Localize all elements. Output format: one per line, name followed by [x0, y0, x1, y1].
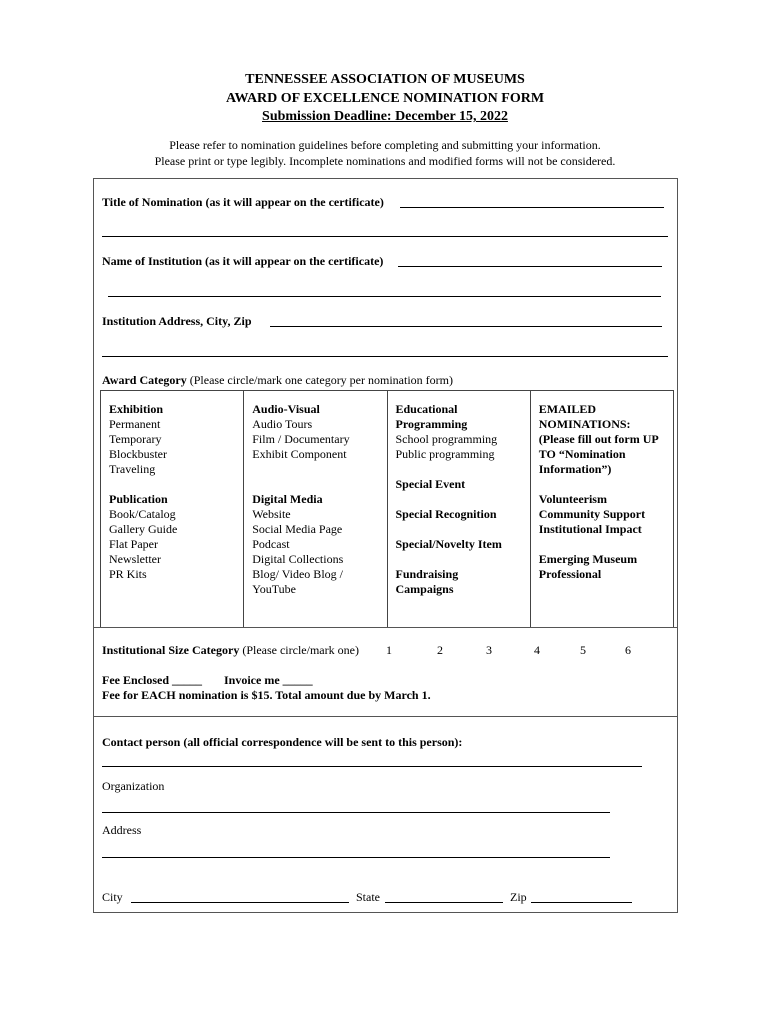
category-fundraising[interactable]: Fundraising [395, 567, 459, 581]
category-option[interactable]: Blockbuster [109, 447, 167, 461]
category-option[interactable]: Newsletter [109, 552, 161, 566]
spacer [539, 537, 673, 552]
category-option[interactable]: Digital Collections [252, 552, 344, 566]
address-field[interactable] [102, 857, 610, 858]
category-heading-publication[interactable]: Publication [109, 492, 168, 506]
category-option[interactable]: Flat Paper [109, 537, 158, 551]
state-field[interactable] [385, 902, 503, 903]
spacer [396, 492, 530, 507]
form-title: AWARD OF EXCELLENCE NOMINATION FORM [225, 91, 545, 106]
spacer [396, 522, 530, 537]
category-option[interactable]: Permanent [109, 417, 161, 431]
state-label: State [356, 890, 380, 904]
award-category-heading [102, 373, 453, 388]
category-heading-exhibition[interactable]: Exhibition [109, 402, 164, 416]
org-title: TENNESSEE ASSOCIATION OF MUSEUMS [245, 72, 525, 87]
category-option[interactable]: Exhibit Component [252, 447, 347, 461]
fee-note: Fee for EACH nomination is $15. Total amount due by March 1. [102, 688, 431, 702]
fee-enclosed-field[interactable]: Fee Enclosed _____ [102, 673, 202, 687]
institution-address-field[interactable] [270, 326, 662, 327]
name-of-institution-label: Name of Institution (as it will appear on the certificate) [102, 254, 384, 268]
category-option[interactable]: PR Kits [109, 567, 147, 581]
contact-person-label: Contact person (all official correspondence will be sent to this person): [102, 735, 463, 749]
size-option-1[interactable]: 1 [386, 643, 392, 657]
size-option-2[interactable]: 2 [437, 643, 443, 657]
spacer [396, 552, 530, 567]
size-category-heading [102, 643, 359, 658]
section-divider [93, 627, 678, 628]
category-special-event[interactable]: Special Event [395, 477, 466, 491]
contact-person-field[interactable] [102, 766, 642, 767]
title-of-nomination-field-line-2[interactable] [102, 236, 668, 237]
name-of-institution-field[interactable] [398, 266, 662, 267]
category-heading-digital-media[interactable]: Digital Media [252, 492, 323, 506]
submission-deadline: Submission Deadline: December 15, 2022 [262, 109, 508, 124]
city-field[interactable] [131, 902, 349, 903]
spacer [252, 477, 386, 492]
spacer [539, 477, 673, 492]
category-campaigns[interactable]: Campaigns [395, 582, 454, 596]
award-category-table [100, 390, 674, 627]
category-emailed-nominations: EMAILED [538, 402, 597, 416]
category-option[interactable]: Gallery Guide [109, 522, 178, 536]
name-of-institution-field-line-2[interactable] [108, 296, 661, 297]
category-institutional-impact[interactable]: Institutional Impact [538, 522, 642, 536]
address-label: Address [102, 823, 142, 837]
spacer [109, 477, 243, 492]
category-emailed-note: Information”) [538, 462, 612, 476]
category-emailed-note: (Please fill out form UP [538, 432, 659, 446]
category-emerging-museum-professional[interactable]: Professional [538, 567, 602, 581]
category-option[interactable]: Blog/ Video Blog / [252, 567, 343, 581]
category-column-3 [388, 391, 531, 627]
category-option[interactable]: Film / Documentary [252, 432, 350, 446]
institution-address-field-line-2[interactable] [102, 356, 668, 357]
category-option[interactable]: Temporary [109, 432, 162, 446]
category-option[interactable]: Public programming [395, 447, 495, 461]
category-special-novelty-item[interactable]: Special/Novelty Item [395, 537, 502, 551]
title-of-nomination-field[interactable] [400, 207, 664, 208]
category-emerging-museum[interactable]: Emerging Museum [538, 552, 638, 566]
category-special-recognition[interactable]: Special Recognition [395, 507, 497, 521]
spacer [252, 462, 386, 477]
category-column-4 [531, 391, 673, 627]
size-category-note: (Please circle/mark one) [239, 643, 359, 657]
category-option[interactable]: Website [252, 507, 291, 521]
organization-field[interactable] [102, 812, 610, 813]
category-heading-audio-visual[interactable]: Audio-Visual [252, 402, 320, 416]
award-category-note: (Please circle/mark one category per nomination form) [186, 373, 453, 387]
organization-label: Organization [102, 779, 165, 793]
category-option[interactable]: Podcast [252, 537, 290, 551]
category-column-2 [244, 391, 387, 627]
zip-label: Zip [510, 890, 527, 904]
city-label: City [102, 890, 123, 904]
size-category-label: Institutional Size Category [102, 643, 240, 657]
award-category-label: Award Category [102, 373, 187, 387]
category-option[interactable]: Traveling [109, 462, 156, 476]
size-option-4[interactable]: 4 [534, 643, 540, 657]
institution-address-label: Institution Address, City, Zip [102, 314, 252, 328]
category-column-1 [101, 391, 244, 627]
size-option-5[interactable]: 5 [580, 643, 586, 657]
category-community-support[interactable]: Community Support [538, 507, 646, 521]
size-option-6[interactable]: 6 [625, 643, 631, 657]
category-option[interactable]: School programming [395, 432, 498, 446]
intro-line-1: Please refer to nomination guidelines before completing and submitting your information. [169, 138, 601, 152]
size-option-3[interactable]: 3 [486, 643, 492, 657]
spacer [396, 462, 530, 477]
category-emailed-note: TO “Nomination [538, 447, 626, 461]
category-option[interactable]: Social Media Page [252, 522, 343, 536]
invoice-me-field[interactable]: Invoice me _____ [224, 673, 313, 687]
intro-line-2: Please print or type legibly. Incomplete nominations and modified forms will not be considered. [154, 154, 616, 168]
category-emailed-nominations: NOMINATIONS: [538, 417, 631, 431]
category-volunteerism[interactable]: Volunteerism [538, 492, 607, 506]
category-heading-programming[interactable]: Programming [395, 417, 468, 431]
title-of-nomination-label: Title of Nomination (as it will appear on the certificate) [102, 195, 384, 209]
category-heading-educational[interactable]: Educational [395, 402, 458, 416]
category-option[interactable]: YouTube [252, 582, 296, 596]
category-option[interactable]: Book/Catalog [109, 507, 176, 521]
section-divider [93, 716, 678, 717]
zip-field[interactable] [531, 902, 632, 903]
category-option[interactable]: Audio Tours [252, 417, 313, 431]
